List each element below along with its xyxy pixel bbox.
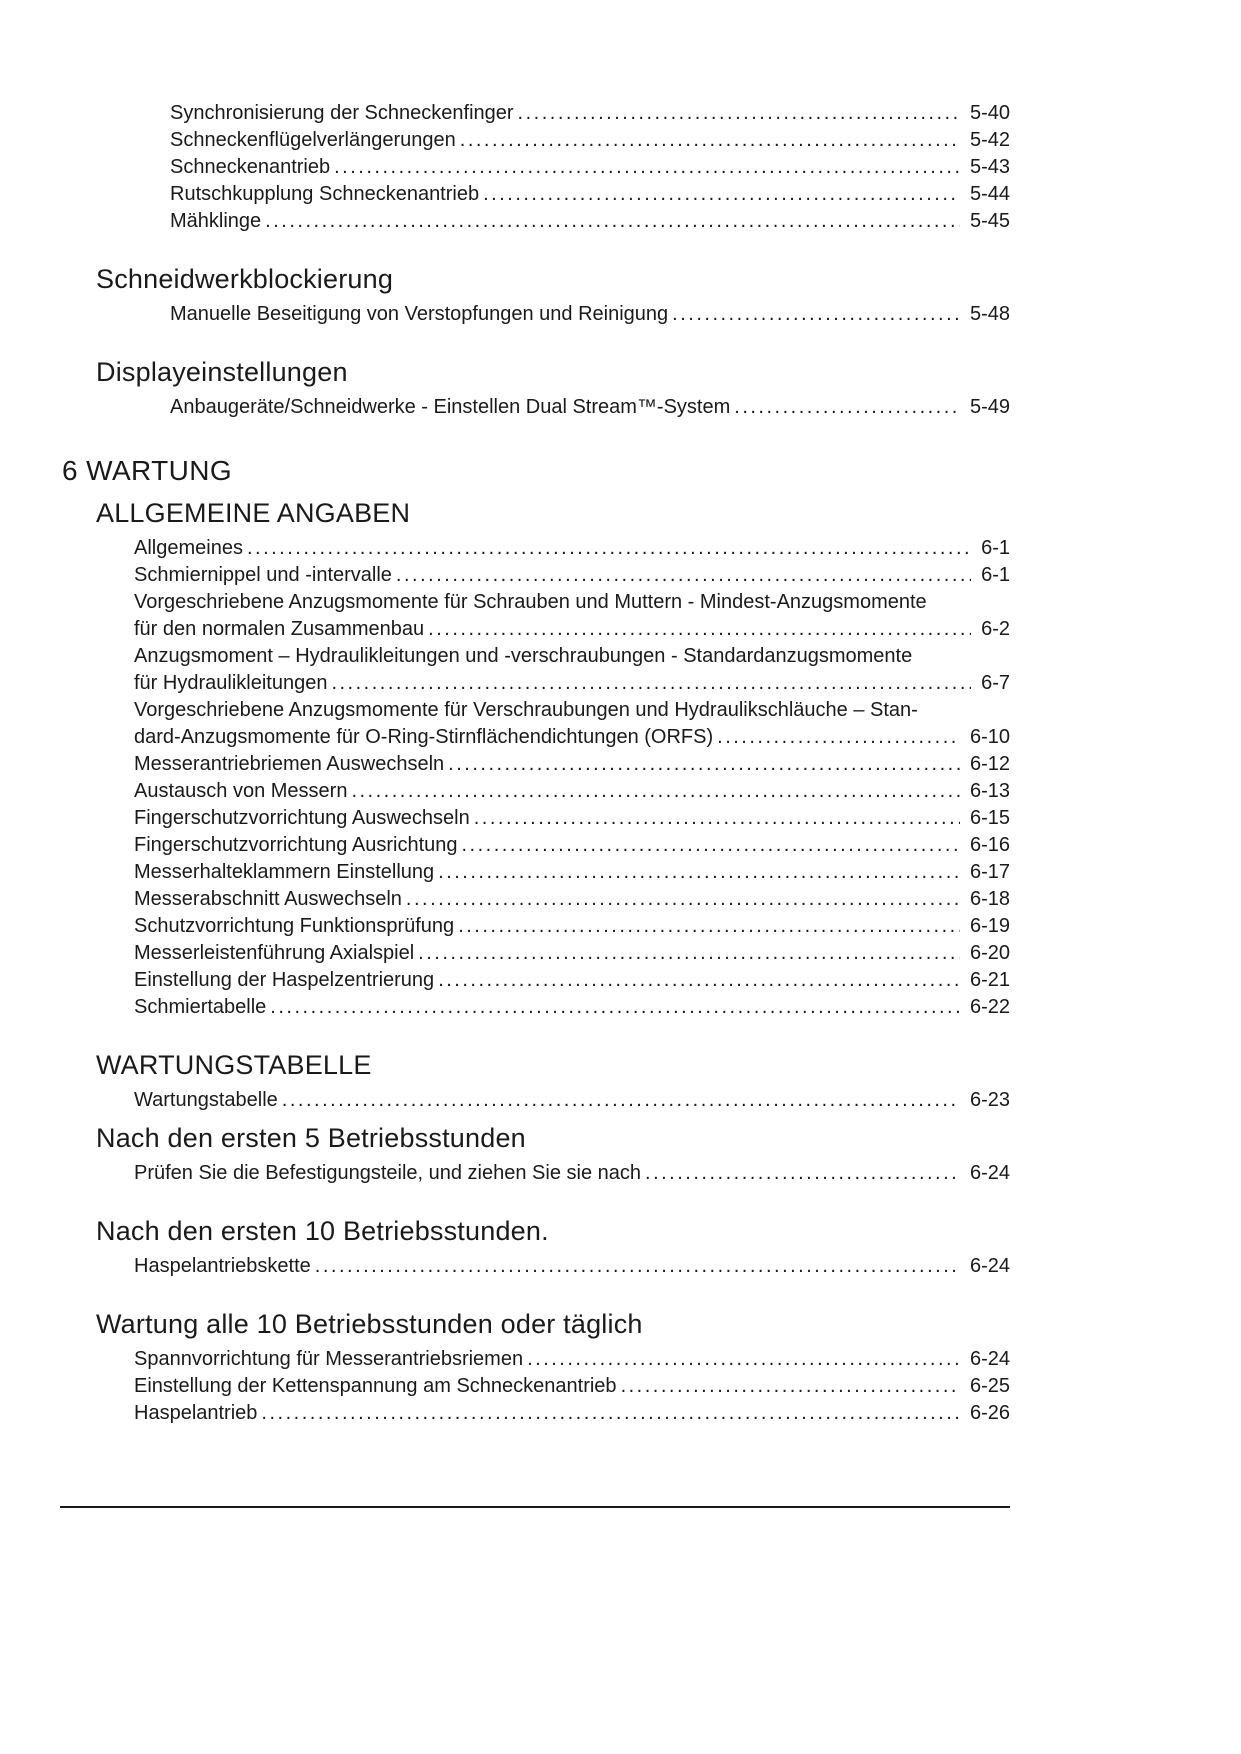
dot-leader xyxy=(418,940,960,967)
toc-entry-row xyxy=(134,1346,1010,1373)
page-number: 6-22 xyxy=(969,996,1010,1018)
toc-entry-group xyxy=(134,1346,1010,1427)
toc-entry xyxy=(170,181,1010,208)
toc-entry-text: Anbaugeräte/Schneidwerke - Einstellen Dual Stream™-System xyxy=(170,396,731,418)
page-number: 6-1 xyxy=(981,564,1010,586)
toc-entry-text: Mähklinge xyxy=(170,210,262,232)
dot-leader xyxy=(734,394,960,421)
toc-entry-text: Spannvorrichtung für Messerantriebsriemen xyxy=(134,1348,524,1370)
page-number: 5-42 xyxy=(969,129,1010,151)
toc-entry-group xyxy=(134,1087,1010,1114)
toc-entry xyxy=(170,394,1010,421)
toc-entry xyxy=(134,967,1010,994)
toc-entry xyxy=(134,940,1010,967)
toc-entry xyxy=(134,1160,1010,1187)
toc-entry xyxy=(134,1087,1010,1114)
dot-leader xyxy=(334,154,960,181)
page-number: 6-15 xyxy=(969,807,1010,829)
dot-leader xyxy=(406,886,960,913)
dot-leader xyxy=(396,562,971,589)
toc-entry-text: Einstellung der Kettenspannung am Schneckenantrieb xyxy=(134,1375,617,1397)
chapter-heading: 6 WARTUNG xyxy=(62,455,233,486)
toc-entry-row xyxy=(134,859,1010,886)
page-number: 6-17 xyxy=(969,861,1010,883)
page-number: 6-18 xyxy=(969,888,1010,910)
toc-entry-text: Manuelle Beseitigung von Verstopfungen und Reinigung xyxy=(170,303,669,325)
toc-entry-row xyxy=(170,154,1010,181)
page-number: 6-10 xyxy=(969,726,1010,748)
toc-entry-row xyxy=(134,778,1010,805)
dot-leader xyxy=(270,994,960,1021)
dot-leader xyxy=(621,1373,960,1400)
section-heading: Wartung alle 10 Betriebsstunden oder täglich xyxy=(96,1309,643,1339)
toc-entry-row xyxy=(134,1400,1010,1427)
dot-leader xyxy=(717,724,960,751)
dot-leader xyxy=(331,670,971,697)
toc-entry-row xyxy=(170,100,1010,127)
toc-entry-row xyxy=(134,805,1010,832)
page-number: 5-44 xyxy=(969,183,1010,205)
toc-entry-row xyxy=(134,886,1010,913)
toc-entry-text: Messerabschnitt Auswechseln xyxy=(134,888,402,910)
toc-entry-text: Synchronisierung der Schneckenfinger xyxy=(170,102,514,124)
section-heading: Nach den ersten 5 Betriebsstunden xyxy=(96,1123,526,1153)
section-heading: Displayeinstellungen xyxy=(96,357,348,387)
page-number: 6-20 xyxy=(969,942,1010,964)
toc-entry-text: Anzugsmoment – Hydraulikleitungen und -verschraubungen - Standardanzugsmomente xyxy=(134,645,913,667)
toc-entry-row xyxy=(134,1373,1010,1400)
toc-entry-text: Vorgeschriebene Anzugsmomente für Schrauben und Muttern - Mindest-Anzugsmomente xyxy=(134,591,927,613)
page-number: 5-49 xyxy=(969,396,1010,418)
dot-leader xyxy=(282,1087,960,1114)
toc-entry-row xyxy=(134,913,1010,940)
toc-entry xyxy=(170,154,1010,181)
toc-entry-row xyxy=(170,301,1010,328)
toc-entry xyxy=(134,589,1010,643)
dot-leader xyxy=(483,181,960,208)
dot-leader xyxy=(672,301,960,328)
toc-entry-row xyxy=(134,940,1010,967)
toc-entry xyxy=(134,805,1010,832)
toc-entry-text: Wartungstabelle xyxy=(134,1089,278,1111)
page-number: 5-40 xyxy=(969,102,1010,124)
toc-entry-row xyxy=(134,1253,1010,1280)
toc xyxy=(0,100,1241,1427)
toc-entry-group xyxy=(134,535,1010,1021)
toc-entry-text: Fingerschutzvorrichtung Ausrichtung xyxy=(134,834,458,856)
toc-entry-row xyxy=(134,832,1010,859)
dot-leader xyxy=(428,616,971,643)
toc-entry-text: Schutzvorrichtung Funktionsprüfung xyxy=(134,915,455,937)
section-heading: ALLGEMEINE ANGABEN xyxy=(96,498,411,528)
toc-entry-row xyxy=(134,535,1010,562)
toc-entry xyxy=(134,886,1010,913)
page-number: 5-43 xyxy=(969,156,1010,178)
dot-leader xyxy=(261,1400,960,1427)
dot-leader xyxy=(438,967,960,994)
page-number: 6-26 xyxy=(969,1402,1010,1424)
toc-entry-row xyxy=(134,670,1010,697)
dot-leader xyxy=(518,100,960,127)
toc-entry-text: Schmiertabelle xyxy=(134,996,267,1018)
toc-entry-row xyxy=(134,1087,1010,1114)
toc-entry-group xyxy=(170,301,1010,328)
page-number: 6-12 xyxy=(969,753,1010,775)
page-number: 6-16 xyxy=(969,834,1010,856)
page-number: 6-7 xyxy=(981,672,1010,694)
page-number: 6-2 xyxy=(981,618,1010,640)
toc-entry-group xyxy=(170,394,1010,421)
toc-entry-row xyxy=(134,967,1010,994)
toc-entry xyxy=(134,1346,1010,1373)
toc-entry-text: Schmiernippel und -intervalle xyxy=(134,564,392,586)
toc-entry-text: für Hydraulikleitungen xyxy=(134,672,328,694)
toc-entry-row xyxy=(134,616,1010,643)
toc-entry-text: für den normalen Zusammenbau xyxy=(134,618,425,640)
toc-entry xyxy=(170,208,1010,235)
dot-leader xyxy=(448,751,960,778)
toc-entry-group xyxy=(170,100,1010,235)
dot-leader xyxy=(265,208,960,235)
page-number: 6-24 xyxy=(969,1162,1010,1184)
toc-entry-text: Messerleistenführung Axialspiel xyxy=(134,942,415,964)
toc-entry-row xyxy=(170,127,1010,154)
page-number: 6-24 xyxy=(969,1255,1010,1277)
toc-entry xyxy=(134,994,1010,1021)
toc-entry-row xyxy=(170,181,1010,208)
page-number: 6-1 xyxy=(981,537,1010,559)
section-heading: Schneidwerkblockierung xyxy=(96,264,394,294)
toc-entry xyxy=(134,1400,1010,1427)
dot-leader xyxy=(247,535,971,562)
page-number: 5-45 xyxy=(969,210,1010,232)
toc-entry xyxy=(134,1373,1010,1400)
toc-entry-text: Messerantriebriemen Auswechseln xyxy=(134,753,445,775)
toc-entry-row xyxy=(134,1160,1010,1187)
page-number: 6-21 xyxy=(969,969,1010,991)
footer-rule xyxy=(60,1506,1010,1508)
toc-entry-row xyxy=(134,724,1010,751)
toc-entry-row xyxy=(134,994,1010,1021)
toc-entry xyxy=(134,1253,1010,1280)
section-heading: WARTUNGSTABELLE xyxy=(96,1050,372,1080)
page-number: 6-24 xyxy=(969,1348,1010,1370)
toc-entry xyxy=(134,778,1010,805)
toc-entry-text: dard-Anzugsmomente für O-Ring-Stirnflächendichtungen (ORFS) xyxy=(134,726,714,748)
toc-entry xyxy=(134,535,1010,562)
toc-entry-text: Haspelantriebskette xyxy=(134,1255,311,1277)
toc-entry-text: Schneckenantrieb xyxy=(170,156,331,178)
toc-entry xyxy=(134,562,1010,589)
toc-entry-row xyxy=(170,394,1010,421)
dot-leader xyxy=(462,832,960,859)
page-number: 6-23 xyxy=(969,1089,1010,1111)
toc-entry-text: Fingerschutzvorrichtung Auswechseln xyxy=(134,807,470,829)
toc-entry xyxy=(134,832,1010,859)
dot-leader xyxy=(645,1160,960,1187)
dot-leader xyxy=(527,1346,960,1373)
dot-leader xyxy=(460,127,960,154)
toc-entry xyxy=(134,643,1010,697)
toc-entry xyxy=(170,100,1010,127)
toc-entry-text: Messerhalteklammern Einstellung xyxy=(134,861,435,883)
toc-entry-text: Vorgeschriebene Anzugsmomente für Verschraubungen und Hydraulikschläuche – Stan- xyxy=(134,699,918,721)
toc-entry xyxy=(170,127,1010,154)
page-number: 6-13 xyxy=(969,780,1010,802)
dot-leader xyxy=(474,805,960,832)
toc-entry-row xyxy=(134,751,1010,778)
toc-entry xyxy=(170,301,1010,328)
toc-entry xyxy=(134,697,1010,751)
toc-entry xyxy=(134,859,1010,886)
dot-leader xyxy=(315,1253,960,1280)
toc-entry-text: Schneckenflügelverlängerungen xyxy=(170,129,456,151)
toc-entry xyxy=(134,751,1010,778)
toc-entry-text: Einstellung der Haspelzentrierung xyxy=(134,969,435,991)
page-number: 5-48 xyxy=(969,303,1010,325)
toc-entry-row xyxy=(134,562,1010,589)
toc-entry-text: Allgemeines xyxy=(134,537,243,559)
dot-leader xyxy=(438,859,960,886)
toc-entry-text: Haspelantrieb xyxy=(134,1402,258,1424)
toc-entry-group xyxy=(134,1160,1010,1187)
dot-leader xyxy=(351,778,960,805)
section-heading: Nach den ersten 10 Betriebsstunden. xyxy=(96,1216,549,1246)
toc-entry-text: Rutschkupplung Schneckenantrieb xyxy=(170,183,480,205)
toc-entry-text: Austausch von Messern xyxy=(134,780,348,802)
toc-entry-group xyxy=(134,1253,1010,1280)
page-number: 6-19 xyxy=(969,915,1010,937)
toc-entry-row xyxy=(170,208,1010,235)
toc-entry xyxy=(134,913,1010,940)
page-number: 6-25 xyxy=(969,1375,1010,1397)
dot-leader xyxy=(458,913,960,940)
toc-entry-text: Prüfen Sie die Befestigungsteile, und ziehen Sie sie nach xyxy=(134,1162,642,1184)
